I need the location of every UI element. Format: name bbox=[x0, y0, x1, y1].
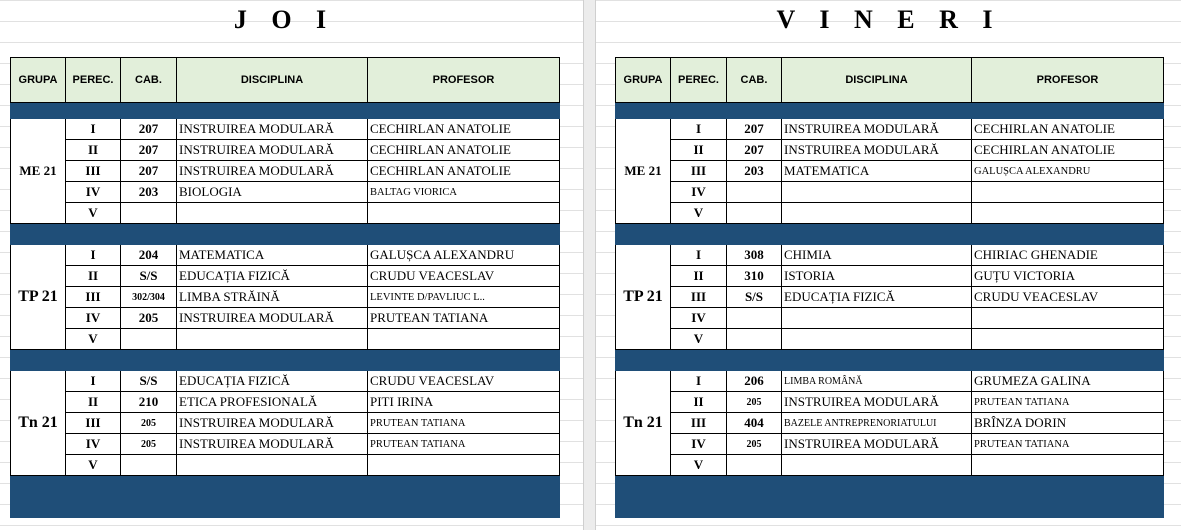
header-perec: PEREC. bbox=[671, 58, 727, 103]
discipline-cell[interactable]: EDUCAȚIA FIZICĂ bbox=[177, 371, 368, 392]
separator-bar bbox=[616, 497, 1164, 518]
separator-bar bbox=[616, 476, 1164, 497]
separator-bar bbox=[616, 224, 1164, 245]
table-row bbox=[11, 413, 560, 434]
discipline-cell[interactable]: BAZELE ANTREPRENORIATULUI bbox=[782, 413, 972, 434]
discipline-cell[interactable]: INSTRUIREA MODULARĂ bbox=[782, 140, 972, 161]
cabinet-cell[interactable] bbox=[727, 308, 782, 329]
separator-bar bbox=[11, 476, 560, 497]
teacher-cell[interactable]: PITI IRINA bbox=[368, 392, 560, 413]
period-cell[interactable]: I bbox=[66, 371, 121, 392]
cabinet-cell[interactable]: S/S bbox=[727, 287, 782, 308]
teacher-cell[interactable]: PRUTEAN TATIANA bbox=[368, 308, 560, 329]
teacher-cell[interactable]: CHIRIAC GHENADIE bbox=[972, 245, 1164, 266]
teacher-cell[interactable]: PRUTEAN TATIANA bbox=[368, 413, 560, 434]
period-cell[interactable]: IV bbox=[66, 434, 121, 455]
teacher-cell[interactable]: GALUȘCA ALEXANDRU bbox=[972, 161, 1164, 182]
group-name: TP 21 bbox=[616, 245, 671, 350]
cabinet-cell[interactable]: 205 bbox=[121, 413, 177, 434]
table-row bbox=[11, 140, 560, 161]
period-cell[interactable]: IV bbox=[66, 182, 121, 203]
teacher-cell[interactable]: GALUȘCA ALEXANDRU bbox=[368, 245, 560, 266]
discipline-cell[interactable] bbox=[782, 455, 972, 476]
cabinet-cell[interactable] bbox=[121, 455, 177, 476]
table-row bbox=[616, 245, 1164, 266]
separator-row bbox=[616, 103, 1164, 119]
table-row bbox=[616, 413, 1164, 434]
header-profesor: PROFESOR bbox=[972, 58, 1164, 103]
schedule-table-joi bbox=[10, 57, 560, 518]
period-cell[interactable]: II bbox=[671, 392, 727, 413]
period-cell[interactable]: V bbox=[671, 455, 727, 476]
table-row bbox=[11, 266, 560, 287]
separator-bar bbox=[616, 103, 1164, 119]
discipline-cell[interactable] bbox=[177, 329, 368, 350]
table-row bbox=[616, 287, 1164, 308]
discipline-cell[interactable]: INSTRUIREA MODULARĂ bbox=[782, 392, 972, 413]
discipline-cell[interactable] bbox=[782, 329, 972, 350]
teacher-cell[interactable]: BALTAG VIORICA bbox=[368, 182, 560, 203]
discipline-cell[interactable]: INSTRUIREA MODULARĂ bbox=[177, 434, 368, 455]
teacher-cell[interactable]: CECHIRLAN ANATOLIE bbox=[368, 140, 560, 161]
period-cell[interactable]: III bbox=[66, 413, 121, 434]
period-cell[interactable]: V bbox=[66, 203, 121, 224]
teacher-cell[interactable]: CRUDU VEACESLAV bbox=[368, 266, 560, 287]
table-row bbox=[616, 119, 1164, 140]
discipline-cell[interactable]: INSTRUIREA MODULARĂ bbox=[177, 413, 368, 434]
teacher-cell[interactable]: GUȚU VICTORIA bbox=[972, 266, 1164, 287]
table-row bbox=[11, 392, 560, 413]
period-cell[interactable]: V bbox=[671, 329, 727, 350]
discipline-cell[interactable]: INSTRUIREA MODULARĂ bbox=[177, 140, 368, 161]
cabinet-cell[interactable]: 203 bbox=[727, 161, 782, 182]
period-cell[interactable]: II bbox=[66, 140, 121, 161]
discipline-cell[interactable]: MATEMATICA bbox=[782, 161, 972, 182]
teacher-cell[interactable] bbox=[972, 182, 1164, 203]
period-cell[interactable]: III bbox=[66, 161, 121, 182]
period-cell[interactable]: V bbox=[671, 203, 727, 224]
discipline-cell[interactable]: MATEMATICA bbox=[177, 245, 368, 266]
discipline-cell[interactable] bbox=[177, 455, 368, 476]
table-row bbox=[11, 308, 560, 329]
table-row bbox=[616, 203, 1164, 224]
period-cell[interactable]: IV bbox=[671, 308, 727, 329]
table-row bbox=[616, 308, 1164, 329]
period-cell[interactable]: III bbox=[671, 287, 727, 308]
teacher-cell[interactable] bbox=[368, 329, 560, 350]
header-disciplina: DISCIPLINA bbox=[782, 58, 972, 103]
teacher-cell[interactable]: CECHIRLAN ANATOLIE bbox=[368, 119, 560, 140]
cabinet-cell[interactable] bbox=[121, 203, 177, 224]
discipline-cell[interactable]: BIOLOGIA bbox=[177, 182, 368, 203]
cabinet-cell[interactable]: 302/304 bbox=[121, 287, 177, 308]
cabinet-cell[interactable]: 205 bbox=[727, 434, 782, 455]
table-row bbox=[616, 392, 1164, 413]
cabinet-cell[interactable]: 308 bbox=[727, 245, 782, 266]
table-row bbox=[616, 371, 1164, 392]
header-cab: CAB. bbox=[727, 58, 782, 103]
header-row bbox=[616, 58, 1164, 103]
cabinet-cell[interactable] bbox=[727, 455, 782, 476]
cabinet-cell[interactable]: 207 bbox=[727, 140, 782, 161]
separator-bar bbox=[616, 350, 1164, 371]
group-name: Tn 21 bbox=[11, 371, 66, 476]
teacher-cell[interactable] bbox=[972, 455, 1164, 476]
table-row bbox=[11, 329, 560, 350]
separator-bar bbox=[11, 497, 560, 518]
discipline-cell[interactable]: CHIMIA bbox=[782, 245, 972, 266]
period-cell[interactable]: V bbox=[66, 455, 121, 476]
period-cell[interactable]: III bbox=[671, 413, 727, 434]
discipline-cell[interactable]: INSTRUIREA MODULARĂ bbox=[177, 308, 368, 329]
separator-row bbox=[616, 224, 1164, 245]
table-row bbox=[11, 287, 560, 308]
teacher-cell[interactable]: CECHIRLAN ANATOLIE bbox=[368, 161, 560, 182]
cabinet-cell[interactable] bbox=[727, 203, 782, 224]
period-cell[interactable]: II bbox=[66, 266, 121, 287]
teacher-cell[interactable]: PRUTEAN TATIANA bbox=[972, 392, 1164, 413]
cabinet-cell[interactable]: 205 bbox=[121, 434, 177, 455]
teacher-cell[interactable] bbox=[972, 308, 1164, 329]
cabinet-cell[interactable]: S/S bbox=[121, 371, 177, 392]
cabinet-cell[interactable] bbox=[121, 329, 177, 350]
sheet-joi bbox=[0, 0, 583, 530]
teacher-cell[interactable]: CRUDU VEACESLAV bbox=[368, 371, 560, 392]
table-row bbox=[616, 182, 1164, 203]
separator-row bbox=[11, 350, 560, 371]
table-row bbox=[11, 371, 560, 392]
table-row bbox=[616, 329, 1164, 350]
group-name: ME 21 bbox=[616, 119, 671, 224]
discipline-cell[interactable]: ETICA PROFESIONALĂ bbox=[177, 392, 368, 413]
period-cell[interactable]: I bbox=[671, 119, 727, 140]
period-cell[interactable]: IV bbox=[671, 434, 727, 455]
table-row bbox=[11, 455, 560, 476]
period-cell[interactable]: III bbox=[66, 287, 121, 308]
teacher-cell[interactable] bbox=[972, 203, 1164, 224]
cabinet-cell[interactable]: 203 bbox=[121, 182, 177, 203]
header-grupa: GRUPA bbox=[11, 58, 66, 103]
cabinet-cell[interactable]: 207 bbox=[727, 119, 782, 140]
day-title: J O I bbox=[233, 5, 336, 34]
header-row bbox=[11, 58, 560, 103]
header-disciplina: DISCIPLINA bbox=[177, 58, 368, 103]
separator-row bbox=[11, 497, 560, 518]
cabinet-cell[interactable]: 207 bbox=[121, 161, 177, 182]
group-name: TP 21 bbox=[11, 245, 66, 350]
separator-row bbox=[616, 497, 1164, 518]
teacher-cell[interactable]: CECHIRLAN ANATOLIE bbox=[972, 140, 1164, 161]
table-row bbox=[11, 161, 560, 182]
teacher-cell[interactable]: BRÎNZA DORIN bbox=[972, 413, 1164, 434]
separator-row bbox=[616, 476, 1164, 497]
schedule-table-vineri bbox=[615, 57, 1164, 518]
teacher-cell[interactable]: LEVINTE D/PAVLIUC L.. bbox=[368, 287, 560, 308]
table-row bbox=[616, 455, 1164, 476]
cabinet-cell[interactable]: 206 bbox=[727, 371, 782, 392]
discipline-cell[interactable]: INSTRUIREA MODULARĂ bbox=[782, 434, 972, 455]
discipline-cell[interactable]: ISTORIA bbox=[782, 266, 972, 287]
period-cell[interactable]: IV bbox=[66, 308, 121, 329]
discipline-cell[interactable]: EDUCAȚIA FIZICĂ bbox=[177, 266, 368, 287]
teacher-cell[interactable] bbox=[368, 203, 560, 224]
cabinet-cell[interactable]: 207 bbox=[121, 119, 177, 140]
cabinet-cell[interactable] bbox=[727, 182, 782, 203]
cabinet-cell[interactable]: 204 bbox=[121, 245, 177, 266]
discipline-cell[interactable] bbox=[782, 182, 972, 203]
separator-bar bbox=[11, 350, 560, 371]
cabinet-cell[interactable]: 210 bbox=[121, 392, 177, 413]
period-cell[interactable]: IV bbox=[671, 182, 727, 203]
period-cell[interactable]: III bbox=[671, 161, 727, 182]
cabinet-cell[interactable]: 404 bbox=[727, 413, 782, 434]
group-name: Tn 21 bbox=[616, 371, 671, 476]
sheet-divider[interactable] bbox=[583, 0, 596, 530]
cabinet-cell[interactable]: S/S bbox=[121, 266, 177, 287]
teacher-cell[interactable] bbox=[972, 329, 1164, 350]
teacher-cell[interactable]: CRUDU VEACESLAV bbox=[972, 287, 1164, 308]
cabinet-cell[interactable]: 205 bbox=[727, 392, 782, 413]
discipline-cell[interactable] bbox=[782, 308, 972, 329]
period-cell[interactable]: I bbox=[671, 371, 727, 392]
cabinet-cell[interactable] bbox=[727, 329, 782, 350]
header-grupa: GRUPA bbox=[616, 58, 671, 103]
discipline-cell[interactable]: INSTRUIREA MODULARĂ bbox=[177, 119, 368, 140]
teacher-cell[interactable]: PRUTEAN TATIANA bbox=[972, 434, 1164, 455]
separator-row bbox=[616, 350, 1164, 371]
header-perec: PEREC. bbox=[66, 58, 121, 103]
header-profesor: PROFESOR bbox=[368, 58, 560, 103]
period-cell[interactable]: V bbox=[66, 329, 121, 350]
period-cell[interactable]: II bbox=[671, 140, 727, 161]
cabinet-cell[interactable]: 205 bbox=[121, 308, 177, 329]
teacher-cell[interactable] bbox=[368, 455, 560, 476]
table-row bbox=[11, 119, 560, 140]
separator-row bbox=[11, 476, 560, 497]
period-cell[interactable]: II bbox=[66, 392, 121, 413]
group-name: ME 21 bbox=[11, 119, 66, 224]
table-row bbox=[11, 245, 560, 266]
discipline-cell[interactable]: LIMBA STRĂINĂ bbox=[177, 287, 368, 308]
cabinet-cell[interactable]: 310 bbox=[727, 266, 782, 287]
sheet-vineri bbox=[596, 0, 1181, 530]
discipline-cell[interactable]: INSTRUIREA MODULARĂ bbox=[177, 161, 368, 182]
table-row bbox=[616, 266, 1164, 287]
discipline-cell[interactable]: EDUCAȚIA FIZICĂ bbox=[782, 287, 972, 308]
period-cell[interactable]: I bbox=[66, 245, 121, 266]
table-row bbox=[11, 203, 560, 224]
separator-bar bbox=[11, 103, 560, 119]
table-row bbox=[11, 434, 560, 455]
header-cab: CAB. bbox=[121, 58, 177, 103]
cabinet-cell[interactable]: 207 bbox=[121, 140, 177, 161]
table-row bbox=[11, 182, 560, 203]
discipline-cell[interactable]: INSTRUIREA MODULARĂ bbox=[782, 119, 972, 140]
separator-bar bbox=[11, 224, 560, 245]
period-cell[interactable]: II bbox=[671, 266, 727, 287]
teacher-cell[interactable]: CECHIRLAN ANATOLIE bbox=[972, 119, 1164, 140]
teacher-cell[interactable]: PRUTEAN TATIANA bbox=[368, 434, 560, 455]
teacher-cell[interactable]: GRUMEZA GALINA bbox=[972, 371, 1164, 392]
table-row bbox=[616, 434, 1164, 455]
discipline-cell[interactable] bbox=[782, 203, 972, 224]
day-title: V I N E R I bbox=[776, 5, 1002, 34]
separator-row bbox=[11, 103, 560, 119]
separator-row bbox=[11, 224, 560, 245]
period-cell[interactable]: I bbox=[671, 245, 727, 266]
table-row bbox=[616, 161, 1164, 182]
discipline-cell[interactable] bbox=[177, 203, 368, 224]
period-cell[interactable]: I bbox=[66, 119, 121, 140]
table-row bbox=[616, 140, 1164, 161]
discipline-cell[interactable]: LIMBA ROMÂNĂ bbox=[782, 371, 972, 392]
